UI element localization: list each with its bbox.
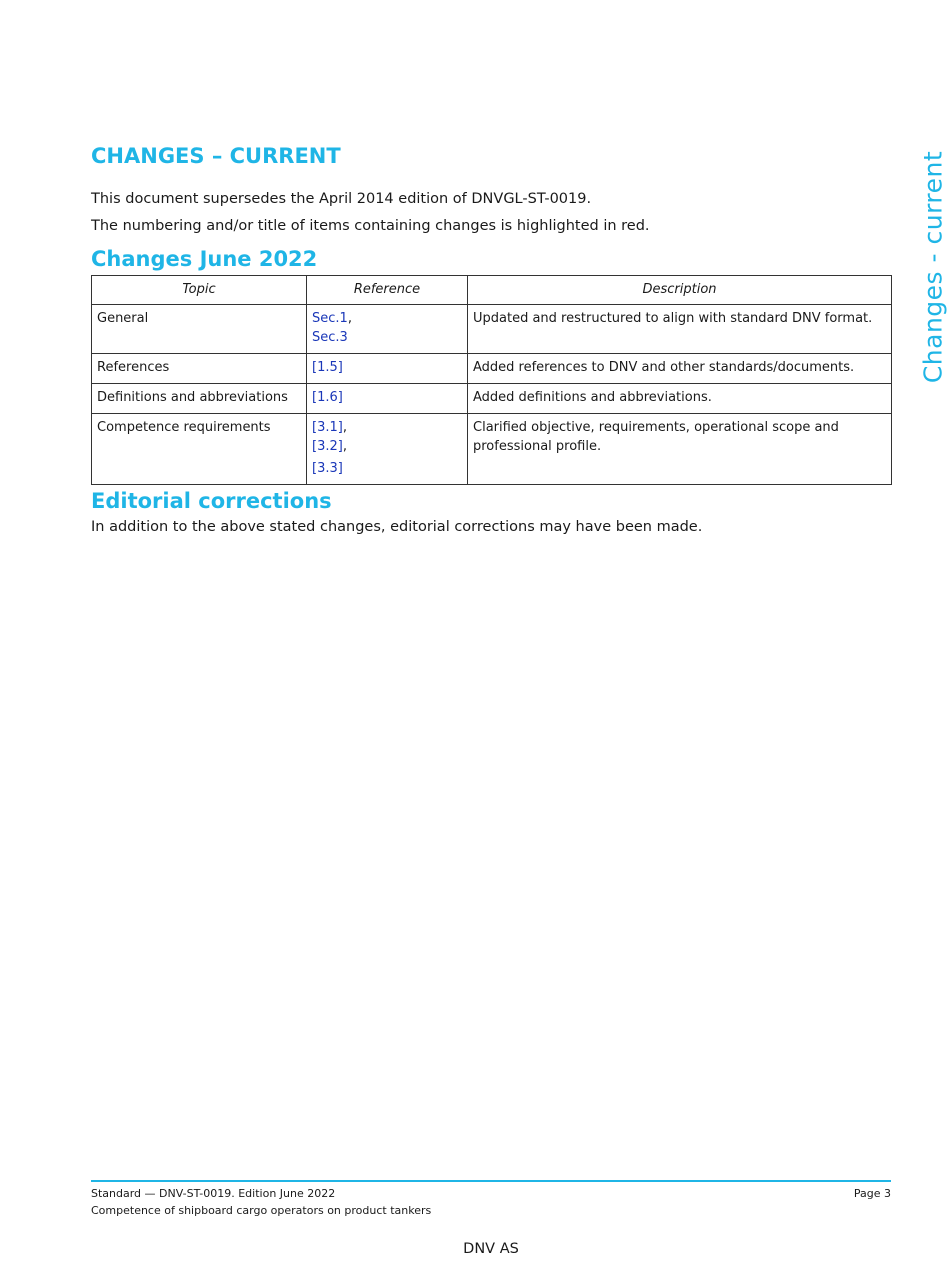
row-topic: General (92, 305, 307, 354)
table-header-row (92, 276, 892, 305)
reference-link[interactable]: [1.5] (312, 360, 343, 375)
row-references: Sec.1, Sec.3 (307, 305, 468, 354)
side-tab-label: Changes - current (918, 150, 948, 384)
intro-paragraph-2: The numbering and/or title of items containing changes is highlighted in red. (91, 218, 650, 234)
page-number: Page 3 (853, 1187, 891, 1200)
changes-heading: Changes June 2022 (91, 247, 318, 271)
row-references (307, 384, 468, 414)
footer-divider (91, 1180, 891, 1182)
editorial-text: In addition to the above stated changes, editorial corrections may have been made. (91, 519, 703, 535)
header-reference: Reference (307, 276, 468, 305)
reference-link[interactable]: Sec.3 (312, 330, 348, 345)
changes-table (91, 275, 892, 485)
header-topic: Topic (92, 276, 307, 305)
intro-paragraph-1: This document supersedes the April 2014 edition of DNVGL-ST-0019. (91, 191, 592, 207)
reference-link[interactable]: [3.2] (312, 439, 343, 454)
header-description: Description (468, 276, 892, 305)
side-tab (916, 150, 950, 385)
footer-company: DNV AS (463, 1241, 519, 1257)
row-references: [3.1], [3.2], [3.3] (307, 414, 468, 485)
footer-standard-line: Standard — DNV-ST-0019. Edition June 2022 (91, 1187, 336, 1200)
page-content (91, 140, 891, 544)
row-topic: Definitions and abbreviations (92, 384, 307, 414)
footer-document-info (91, 1185, 431, 1219)
footer-title-line: Competence of shipboard cargo operators on product tankers (91, 1204, 432, 1217)
editorial-heading: Editorial corrections (91, 489, 332, 513)
row-topic: Competence requirements (92, 414, 307, 485)
page-title: CHANGES – CURRENT (91, 144, 341, 168)
reference-link[interactable]: [3.1] (312, 420, 343, 435)
row-description: Added references to DNV and other standards/documents. (468, 354, 892, 384)
table-row (92, 414, 892, 485)
reference-link[interactable]: [1.6] (312, 390, 343, 405)
table-row (92, 384, 892, 414)
reference-link[interactable]: Sec.1 (312, 311, 348, 326)
row-references (307, 354, 468, 384)
reference-link[interactable]: [3.3] (312, 461, 343, 476)
table-row (92, 305, 892, 354)
row-description: Clarified objective, requirements, operational scope and professional profile. (468, 414, 892, 485)
row-description: Added definitions and abbreviations. (468, 384, 892, 414)
row-description: Updated and restructured to align with standard DNV format. (468, 305, 892, 354)
table-row (92, 354, 892, 384)
row-topic: References (92, 354, 307, 384)
